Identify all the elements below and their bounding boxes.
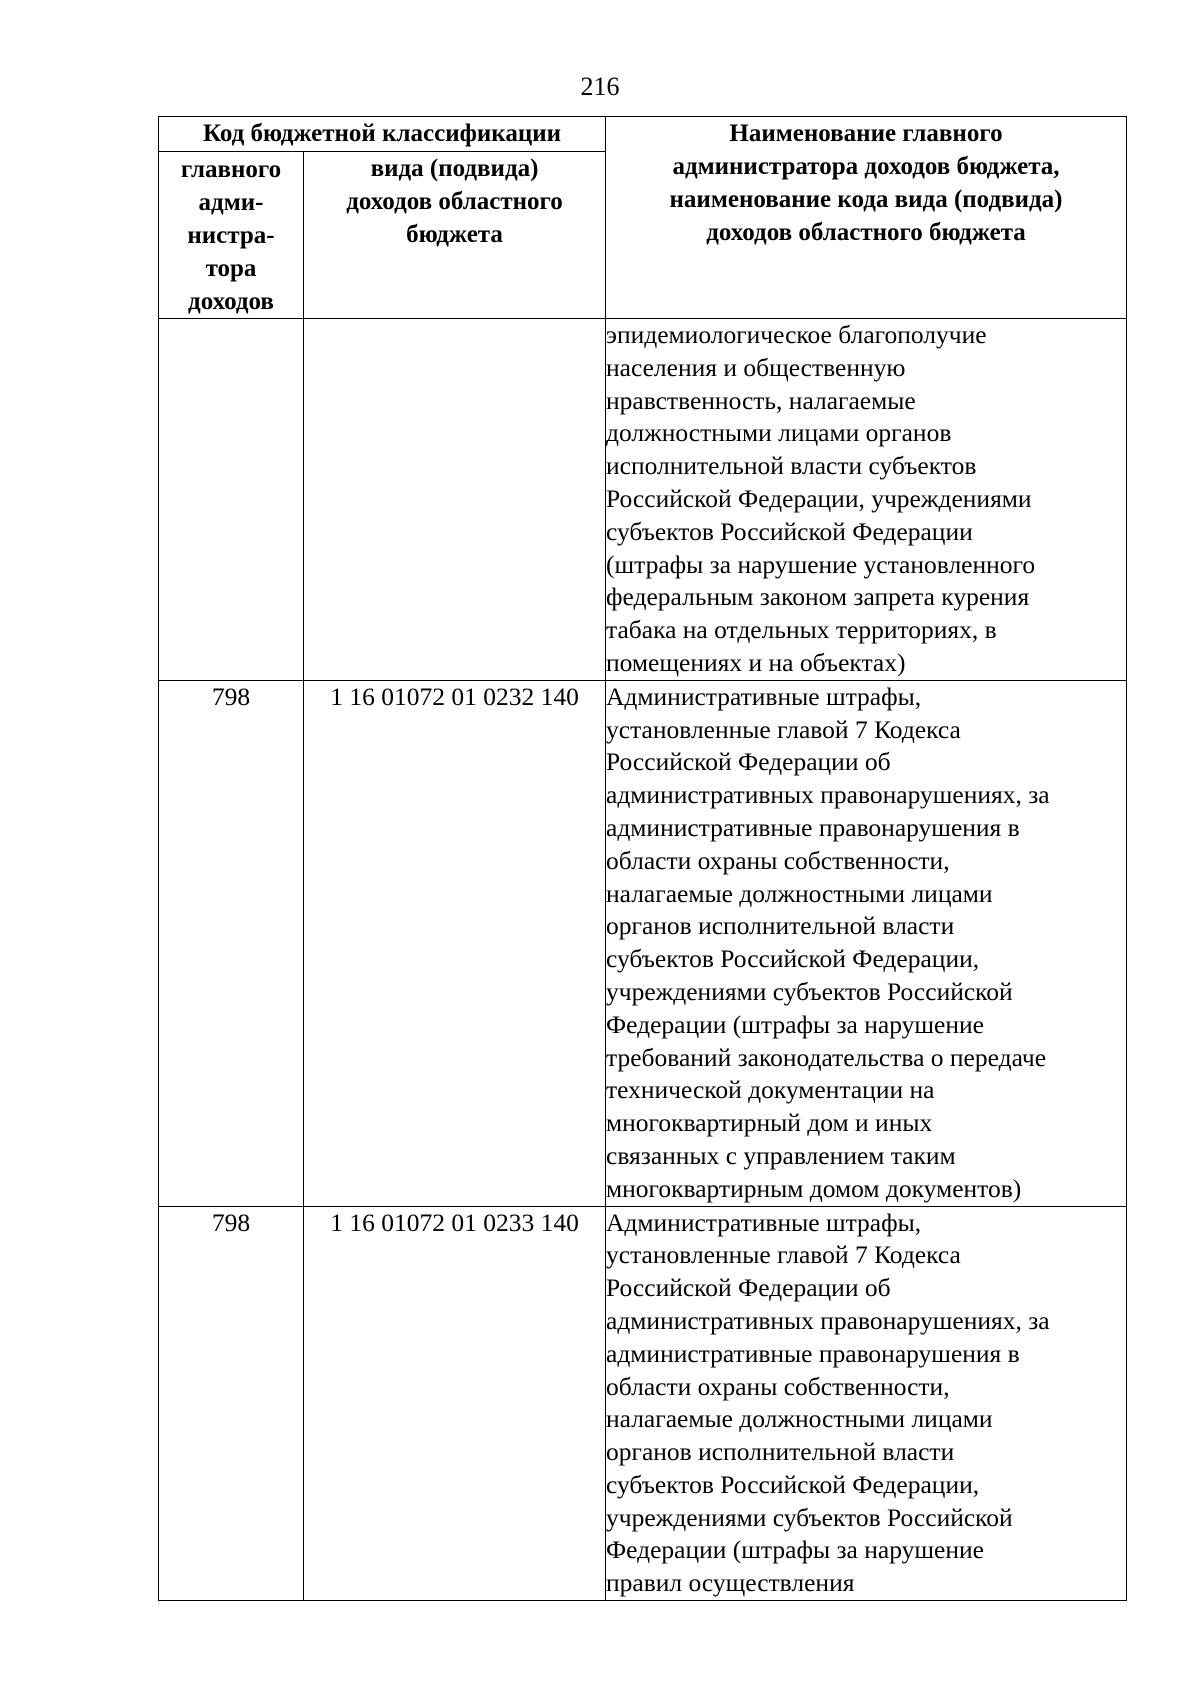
income-code-cell: 1 16 01072 01 0232 140 (304, 680, 606, 1206)
income-code-cell (304, 319, 606, 681)
name-cell: эпидемиологическое благополучие населения и общественную нравственность, налагаемые должностными лицами органов исполнительной власти субъектов Российской Федерации, учреждениями субъектов Российской Федерации (штрафы за нарушение установленного федеральным законом запрета курения табака на отдельных территориях, в помещениях и на объектах) (606, 319, 1127, 681)
admin-code-cell (159, 319, 304, 681)
income-code-cell: 1 16 01072 01 0233 140 (304, 1206, 606, 1601)
budget-classification-code-header: Код бюджетной классификации (159, 117, 606, 152)
table-row (159, 680, 1127, 1206)
admin-code-column-header: главного адми- нистра- тора доходов (159, 152, 304, 319)
admin-code-cell: 798 (159, 1206, 304, 1601)
table-row (159, 319, 1127, 681)
name-cell: Административные штрафы, установленные главой 7 Кодекса Российской Федерации об административных правонарушениях, за административные правонарушения в области охраны собственности, налагаемые должностными лицами органов исполнительной власти субъектов Российской Федерации, учреждениями субъектов Российской Федерации (штрафы за нарушение требований законодательства о передаче технической документации на многоквартирный дом и иных связанных с управлением таким многоквартирным домом документов) (606, 680, 1127, 1206)
name-column-header: Наименование главного администратора доходов бюджета, наименование кода вида (подвида) доходов областного бюджета (606, 117, 1127, 319)
table-row (159, 1206, 1127, 1601)
page-number: 216 (580, 72, 620, 101)
income-code-column-header: вида (подвида) доходов областного бюджета (304, 152, 606, 319)
admin-code-cell: 798 (159, 680, 304, 1206)
budget-classification-table (158, 116, 1127, 1601)
name-cell: Административные штрафы, установленные главой 7 Кодекса Российской Федерации об административных правонарушениях, за административные правонарушения в области охраны собственности, налагаемые должностными лицами органов исполнительной власти субъектов Российской Федерации, учреждениями субъектов Российской Федерации (штрафы за нарушение правил осуществления (606, 1206, 1127, 1601)
